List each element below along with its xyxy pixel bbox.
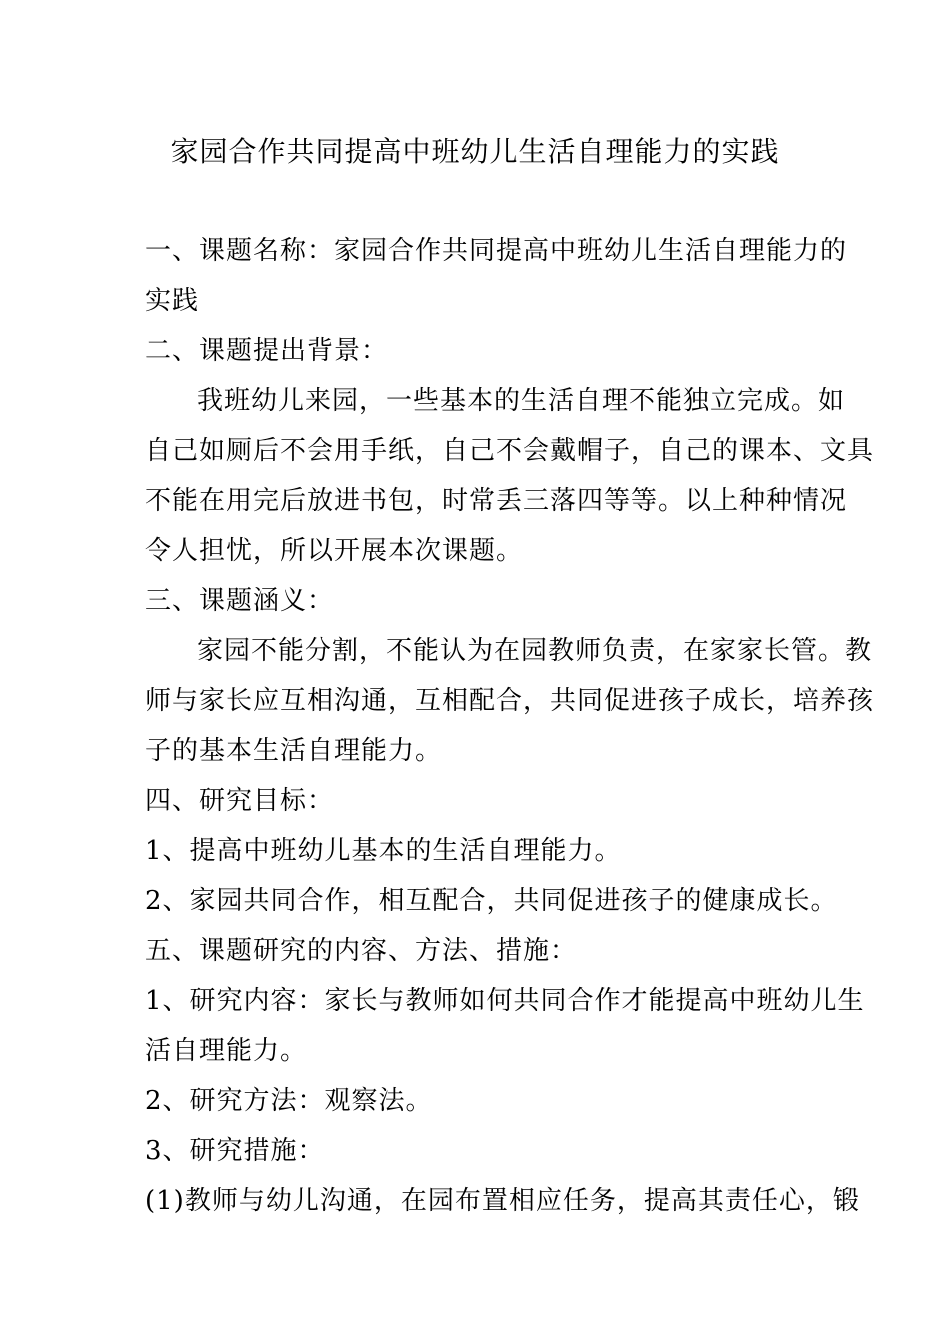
list-item: 1、提高中班幼儿基本的生活自理能力。: [145, 836, 622, 866]
paragraph-line: 不能在用完后放进书包，时常丢三落四等等。以上种种情况: [145, 486, 848, 516]
paragraph-line: 子的基本生活自理能力。: [145, 736, 443, 766]
list-item: 2、研究方法：观察法。: [145, 1086, 433, 1116]
list-item: 1、研究内容：家长与教师如何共同合作才能提高中班幼儿生: [145, 986, 865, 1016]
paragraph-line: 师与家长应互相沟通，互相配合，共同促进孩子成长，培养孩: [145, 686, 875, 716]
list-item: 3、研究措施：: [145, 1136, 325, 1166]
document-body: [145, 226, 875, 1226]
section-2-heading: 二、课题提出背景：: [145, 336, 389, 366]
section-1-heading-cont: 实践: [145, 286, 200, 316]
section-4-heading: 四、研究目标：: [145, 786, 335, 816]
list-item-cont: 活自理能力。: [145, 1036, 308, 1066]
paragraph-line: 我班幼儿来园，一些基本的生活自理不能独立完成。如: [197, 386, 846, 416]
paragraph-line: 自己如厕后不会用手纸，自己不会戴帽子，自己的课本、文具: [145, 436, 875, 466]
document-title: 家园合作共同提高中班幼儿生活自理能力的实践: [170, 135, 780, 168]
section-1-heading: 一、课题名称：家园合作共同提高中班幼儿生活自理能力的: [145, 236, 848, 266]
list-item: (1)教师与幼儿沟通，在园布置相应任务，提高其责任心，锻: [145, 1186, 860, 1216]
paragraph-line: 家园不能分割，不能认为在园教师负责，在家家长管。教: [197, 636, 873, 666]
paragraph-line: 令人担忧，所以开展本次课题。: [145, 536, 524, 566]
list-item: 2、家园共同合作，相互配合，共同促进孩子的健康成长。: [145, 886, 838, 916]
section-5-heading: 五、课题研究的内容、方法、措施：: [145, 936, 578, 966]
section-3-heading: 三、课题涵义：: [145, 586, 335, 616]
